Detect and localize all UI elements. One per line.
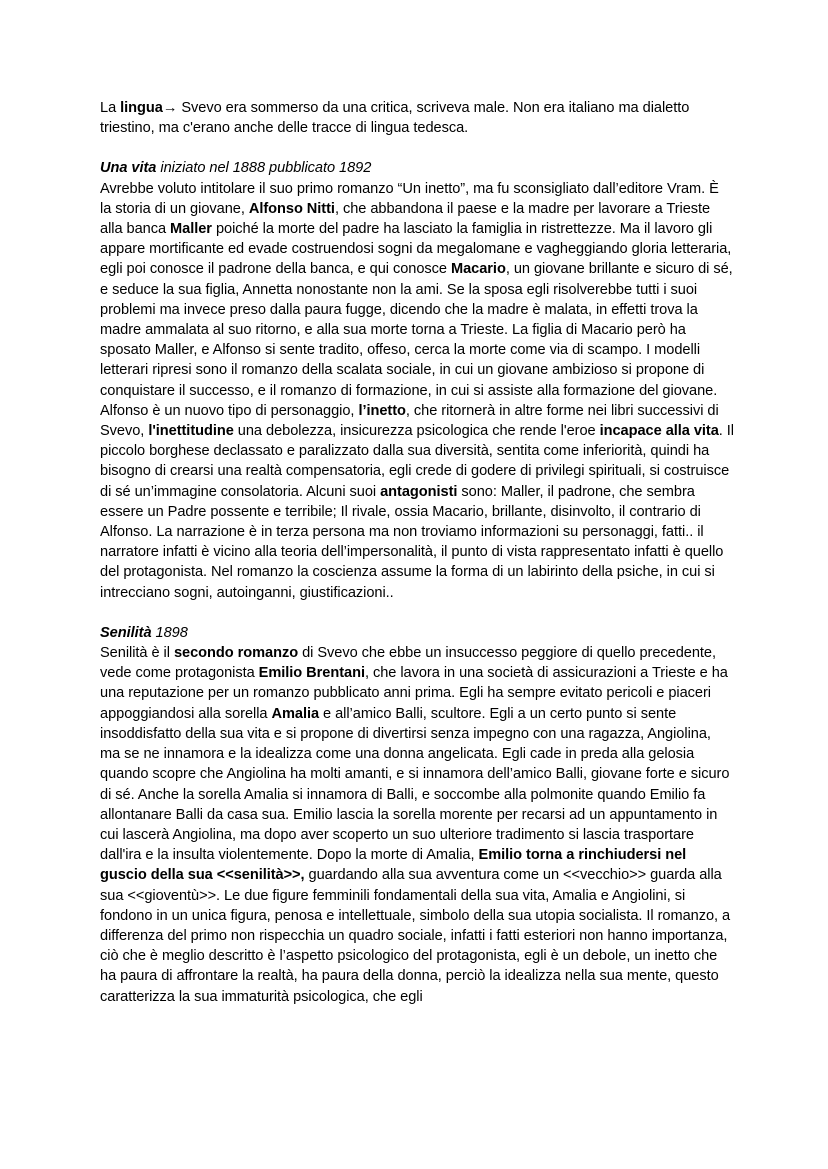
intro-keyword-lingua: lingua: [120, 100, 163, 116]
senilita-title: Senilità: [100, 624, 152, 641]
text-run: sono: Maller, il padrone, che sembra essere un Padre possente e terribile; Il rivale, ossia Macario, brillante, disinvolto, il contrario di Alfonso. La narrazione è in terza persona ma non troviamo informazioni su personaggi, fatti.. il narratore infatti è vicino alla teoria dell’impersonalità, il punto di vista rappresentato infatti è quello del protagonista. Nel romanzo la coscienza assume la forma di un labirinto della psiche, in cui si intrecciano sogni, autoinganni, giustificazioni..: [100, 483, 724, 601]
una-vita-dates: iniziato nel 1888 pubblicato 1892: [156, 160, 372, 177]
bold-term: incapace alla vita: [599, 423, 719, 440]
text-run: . Il piccolo borghese declassato e paralizzato dalla sua diversità, sentita come inferiorità, quindi ha bisogno di crearsi una realtà compensatoria, egli crede di godere di privilegi spirituali, si costruisce di sé un’immagine consolatoria. Alcuni suoi: [100, 423, 735, 500]
intro-text: → Svevo era sommerso da una critica, scriveva male. Non era italiano ma dialetto triestino, ma c'erano anche delle tracce di lingua tedesca.: [100, 100, 690, 137]
text-run: Avrebbe voluto intitolare il suo primo romanzo “Un inetto”, ma fu sconsigliato dall’editore Vram. È la storia di un giovane,: [100, 180, 719, 217]
bold-term: Emilio torna a rinchiudersi nel guscio della sua <<senilità>>,: [100, 847, 687, 884]
bold-term: Maller: [170, 221, 212, 238]
bold-term: Macario: [451, 261, 506, 278]
text-run: guardando alla sua avventura come un <<vecchio>> guarda alla sua <<gioventù>>. Le due figure femminili fondamentali della sua vita, Amalia e Angiolini, si fondono in un unica figura, penosa e intellettuale, simbolo della sua utopia socialista. Il romanzo, a differenza del primo non rispecchia un quadro sociale, infatti i fatti esteriori non hanno importanza, ciò che è meglio descritto è l’aspetto psicologico del protagonista, egli è un debole, un inetto che ha paura di affrontare la realtà, ha paura della donna, perciò la idealizza nella sua mente, questo caratterizza la sua immaturità psicologica, che egli: [100, 867, 731, 1005]
una-vita-paragraph: [100, 179, 734, 603]
senilita-heading: [100, 623, 734, 643]
bold-term: Amalia: [271, 705, 320, 722]
spacer: [100, 138, 734, 158]
bold-term: antagonisti: [380, 483, 458, 500]
text-run: Senilità è il: [100, 645, 174, 662]
bold-term: l’inetto: [358, 402, 406, 419]
spacer: [100, 603, 734, 623]
text-run: , che lavora in una società di assicurazioni a Trieste e ha una reputazione per un romanzo pubblicato anni prima. Egli ha sempre evitato pericoli e piaceri appoggiandosi alla sorella: [100, 665, 728, 722]
text-run: e all’amico Balli, scultore. Egli a un certo punto si sente insoddisfatto della sua vita e si propone di divertirsi senza impegno con una ragazza, Angiolina, ma se ne innamora e la idealizza come una donna angelicata. Egli cade in preda alla gelosia quando scopre che Angiolina ha molti amanti, e si innamora dell’amico Balli, giovane forte e sicuro di sé. Anche la sorella Amalia si innamora di Balli, e soccombe alla polmonite quando Emilio fa allontanare Balli da casa sua. Emilio lascia la sorella morente per recarsi ad un appuntamento in cui lascerà Angiolina, ma dopo aver scoperto un suo ulteriore tradimento si lascia trasportare dall'ira e la insulta violentemente. Dopo la morte di Amalia,: [100, 705, 730, 864]
text-run: di Svevo che ebbe un insuccesso peggiore di quello precedente, vede come protagonista: [100, 645, 716, 682]
bold-term: secondo romanzo: [173, 645, 299, 662]
bold-term: l'inettitudine: [148, 423, 234, 440]
text-run: , che ritornerà in altre forme nei libri successivi di Svevo,: [100, 402, 719, 440]
document-body: [100, 98, 734, 1007]
bold-term: Alfonso Nitti: [248, 200, 335, 217]
senilita-paragraph: [100, 643, 734, 1007]
intro-paragraph: [100, 98, 734, 138]
text-run: una debolezza, insicurezza psicologica che rende l'eroe: [233, 423, 600, 440]
senilita-dates: 1898: [151, 624, 188, 641]
text-run: poiché la morte del padre ha lasciato la famiglia in ristrettezze. Ma il lavoro gli appare mortificante ed evade costruendosi sogni da megalomane e vagheggiando gloria letteraria, egli poi conosce il padrone della banca, e qui conosce: [100, 221, 732, 278]
text-run: , un giovane brillante e sicuro di sé, e seduce la sua figlia, Annetta nonostante non la ami. Se la sposa egli risolverebbe tutti i suoi problemi ma invece preso dalla paura fugge, dicendo che la madre è malata, in effetti trova la madre ammalata al suo ritorno, e alla sua morte torna a Trieste. La figlia di Macario però ha sposato Maller, e Alfonso si sente tradito, offeso, cerca la morte come via di scampo. I modelli letterari ripresi sono il romanzo della scalata sociale, in cui un giovane ambizioso si propone di conquistare il successo, e il romanzo di formazione, in cui si assiste alla formazione del giovane. Alfonso è un nuovo tipo di personaggio,: [100, 261, 733, 419]
text-run: , che abbandona il paese e la madre per lavorare a Trieste alla banca: [100, 200, 711, 238]
bold-term: Emilio Brentani: [258, 665, 365, 682]
una-vita-title: Una vita: [100, 160, 157, 177]
intro-text: La: [100, 100, 121, 116]
una-vita-heading: [100, 158, 734, 178]
